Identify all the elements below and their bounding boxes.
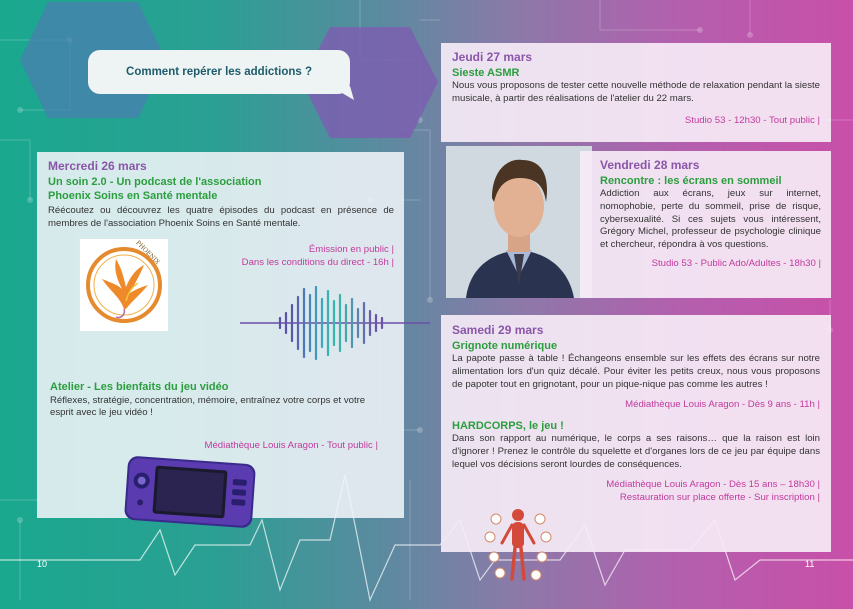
event-description: Dans son rapport au numérique, le corps a ses raisons… que la raison est loin d'ignorer ! Prenez le contrôle du squelette et d'organes lors de ce jeu par équipe dans lequel vos décisions seront lourdes de conséquences. bbox=[452, 433, 820, 470]
page-number-left: 10 bbox=[37, 559, 48, 569]
event-description: Addiction aux écrans, jeux sur internet, nomophobie, perte du sommeil, prise de risque, cybersexualité. Si ces sujets vous intéressent, Grégory Michel, professeur de psychologie clinique et chercheur, répondra à vos questions. bbox=[600, 188, 821, 250]
bubble-tail bbox=[330, 86, 354, 100]
event-location: Émission en public | bbox=[308, 244, 394, 256]
speaker-photo bbox=[446, 146, 592, 298]
event-title: HARDCORPS, le jeu ! bbox=[452, 419, 564, 432]
event-location: Studio 53 - Public Ado/Adultes - 18h30 | bbox=[651, 257, 821, 269]
phoenix-bird-icon bbox=[80, 239, 168, 331]
phoenix-logo bbox=[80, 239, 168, 331]
event-title: Rencontre : les écrans en sommeil bbox=[600, 174, 782, 187]
event-description: La papote passe à table ! Échangeons ensemble sur les effets des écrans sur notre alimentation lors d'un quiz décalé. Pour éviter les petits creux, nous vous proposons de papoter tout en grignotant, pour un pique-nique pas comme les autres ! bbox=[452, 353, 820, 390]
bubble-text: Comment repérer les addictions ? bbox=[126, 66, 312, 78]
game-console-icon bbox=[120, 451, 261, 532]
event-date: Mercredi 26 mars bbox=[48, 159, 147, 173]
event-description: Réflexes, stratégie, concentration, mémoire, entraînez votre corps et votre esprit avec le jeu vidéo ! bbox=[50, 394, 366, 419]
event-location: Médiathèque Louis Aragon - Tout public | bbox=[204, 439, 378, 451]
logo-text: PHOENIX bbox=[133, 239, 161, 266]
event-date: Jeudi 27 mars bbox=[452, 50, 533, 64]
event-description: Nous vous proposons de tester cette nouvelle méthode de relaxation pendant la sieste musicale, à partir des réalisations de l'atelier du 22 mars. bbox=[452, 80, 820, 104]
event-date: Samedi 29 mars bbox=[452, 323, 544, 337]
person-portrait-icon bbox=[446, 146, 592, 298]
event-title: Phoenix Soins en Santé mentale bbox=[48, 190, 218, 203]
event-title: Sieste ASMR bbox=[452, 66, 520, 79]
page-number-right: 11 bbox=[805, 559, 815, 569]
anatomy-body-icon bbox=[478, 505, 558, 585]
event-title: Grignote numérique bbox=[452, 339, 558, 352]
event-location: Restauration sur place offerte - Sur inscription | bbox=[619, 492, 820, 504]
event-location: Studio 53 - 12h30 - Tout public | bbox=[684, 114, 820, 126]
event-location: Médiathèque Louis Aragon - Dès 15 ans – 18h30 | bbox=[606, 479, 820, 491]
event-location: Médiathèque Louis Aragon - Dès 9 ans - 11h | bbox=[625, 399, 820, 411]
event-location: Dans les conditions du direct - 16h | bbox=[241, 256, 394, 268]
event-title: Un soin 2.0 - Un podcast de l'association bbox=[48, 175, 262, 188]
event-date: Vendredi 28 mars bbox=[600, 158, 700, 172]
event-title: Atelier - Les bienfaits du jeu vidéo bbox=[50, 381, 229, 393]
addictions-bubble bbox=[88, 50, 350, 94]
event-card-vendredi bbox=[580, 151, 831, 298]
event-card-jeudi bbox=[441, 43, 831, 142]
sound-wave-graphic bbox=[240, 285, 430, 361]
event-description: Réécoutez ou découvrez les quatre épisodes du podcast en présence de membres de l'association Phoenix Soins en Santé mentale. bbox=[48, 204, 394, 229]
